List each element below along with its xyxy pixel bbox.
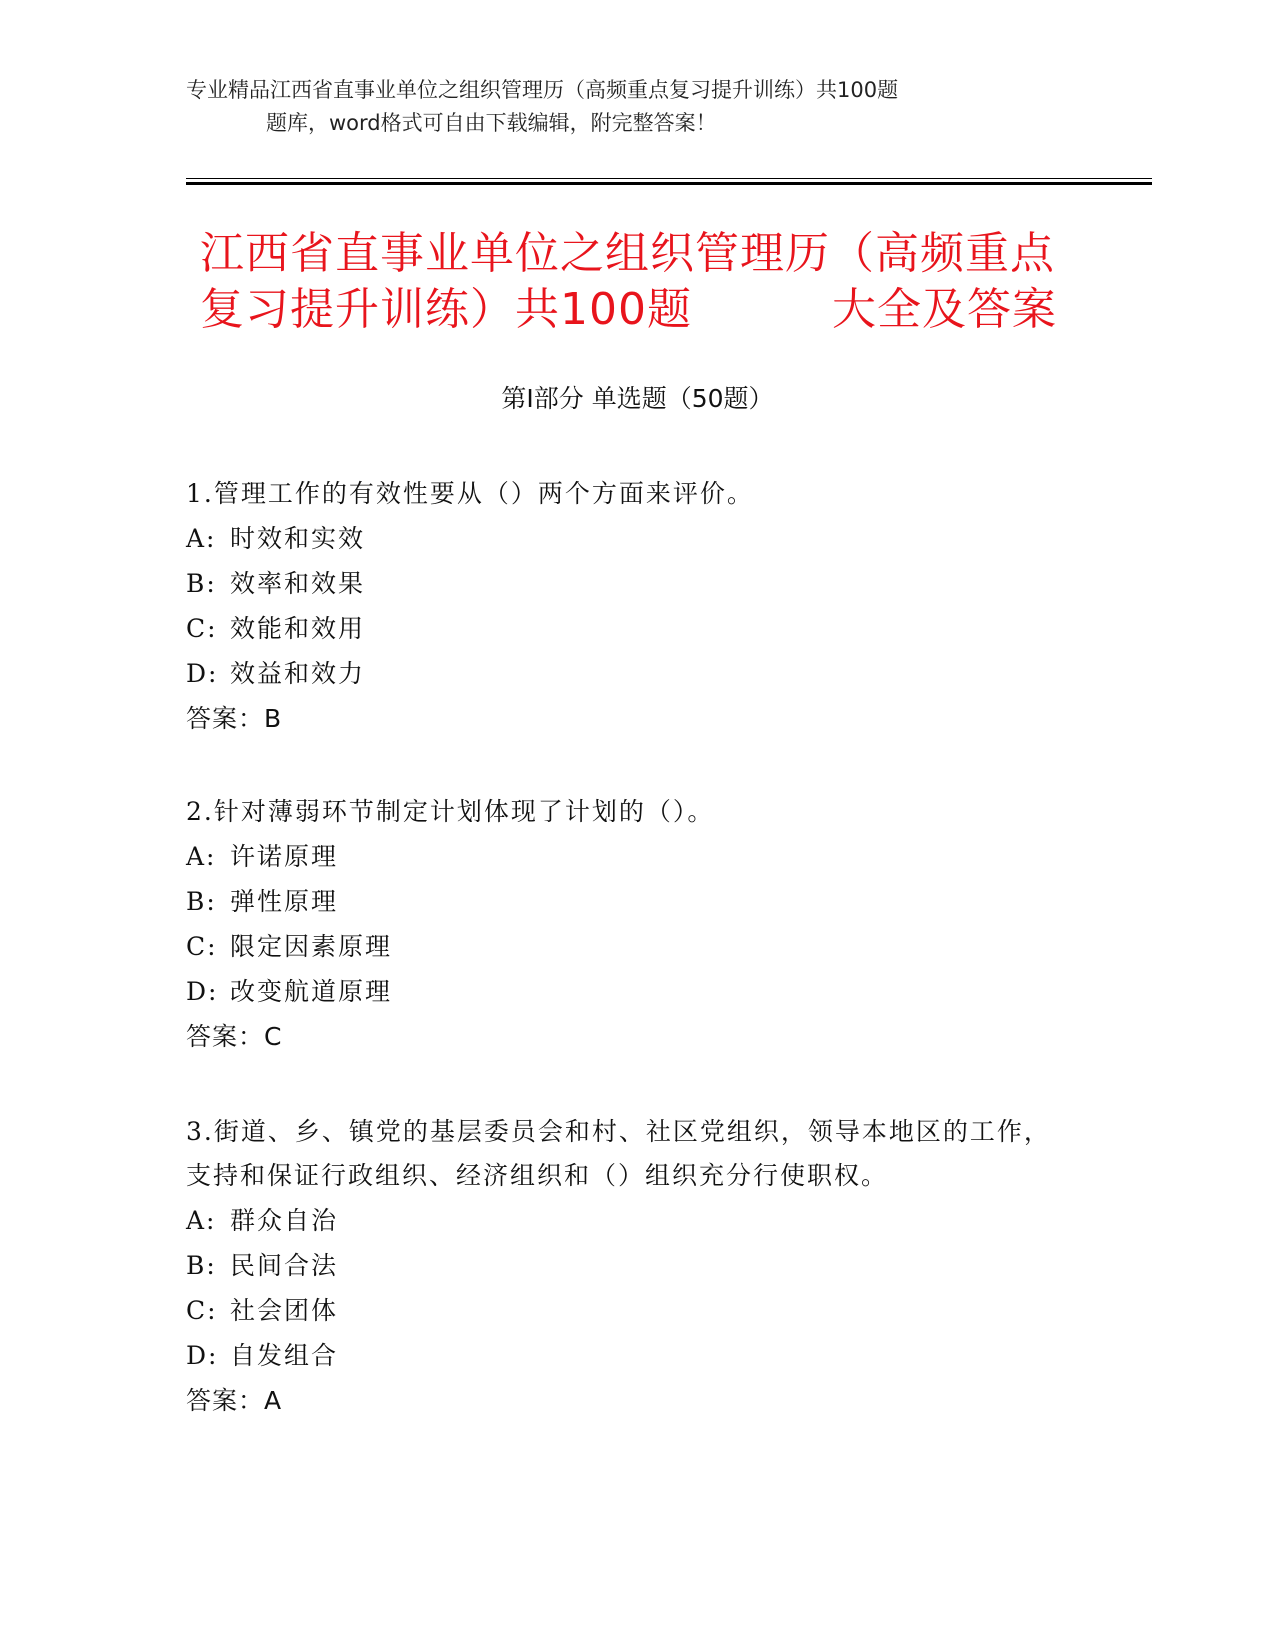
option-text: 效益和效力 (230, 659, 366, 688)
option-b (186, 561, 1066, 606)
question-stem: 1.管理工作的有效性要从（）两个方面来评价。 (186, 479, 754, 508)
answer: 答案：A (186, 1386, 283, 1415)
option-label: C: (186, 614, 218, 643)
option-a (186, 834, 1066, 879)
option-label: B: (186, 569, 217, 598)
option-text: 社会团体 (230, 1296, 339, 1325)
option-label: A: (186, 524, 217, 553)
option-text: 弹性原理 (230, 887, 339, 916)
answer: 答案：B (186, 704, 283, 733)
option-label: C: (186, 932, 218, 961)
question-2 (186, 790, 1066, 1059)
option-b (186, 879, 1066, 924)
header-note (186, 74, 1066, 140)
option-d (186, 651, 1066, 696)
document-title (200, 226, 1100, 338)
section-heading: 第Ⅰ部分 单选题（50题） (501, 384, 774, 413)
answer: 答案：C (186, 1022, 283, 1051)
option-c (186, 924, 1066, 969)
option-c (186, 1288, 1066, 1333)
option-b (186, 1243, 1066, 1288)
option-label: D: (186, 1341, 219, 1370)
header-note-line1: 专业精品江西省直事业单位之组织管理历（高频重点复习提升训练）共100题 (186, 78, 899, 102)
option-text: 效率和效果 (230, 569, 366, 598)
header-divider-thick (186, 182, 1152, 185)
header-divider-thin (186, 178, 1152, 179)
document-title-line2-right: 大全及答案 (831, 284, 1057, 335)
document-title-line1: 江西省直事业单位之组织管理历（高频重点 (200, 228, 1055, 279)
option-a (186, 516, 1066, 561)
option-text: 改变航道原理 (230, 977, 393, 1006)
option-c (186, 606, 1066, 651)
question-1 (186, 472, 1066, 741)
option-a (186, 1198, 1066, 1243)
option-d (186, 969, 1066, 1014)
option-text: 限定因素原理 (230, 932, 393, 961)
option-label: D: (186, 977, 219, 1006)
question-stem: 2.针对薄弱环节制定计划体现了计划的（）。 (186, 797, 715, 826)
header-note-line2: 题库，word格式可自由下载编辑，附完整答案！ (266, 111, 717, 135)
document-title-line2 (200, 282, 1100, 338)
option-label: A: (186, 1206, 217, 1235)
option-text: 群众自治 (230, 1206, 339, 1235)
option-text: 效能和效用 (230, 614, 366, 643)
option-label: C: (186, 1296, 218, 1325)
option-label: A: (186, 842, 217, 871)
option-label: D: (186, 659, 219, 688)
question-stem: 3.街道、乡、镇党的基层委员会和村、社区党组织，领导本地区的工作，支持和保证行政组织、经济组织和（）组织充分行使职权。 (186, 1117, 1051, 1190)
option-label: B: (186, 1251, 217, 1280)
option-label: B: (186, 887, 217, 916)
option-text: 民间合法 (230, 1251, 339, 1280)
document-title-line2-left: 复习提升训练）共100题 (200, 284, 692, 335)
option-d (186, 1333, 1066, 1378)
option-text: 许诺原理 (230, 842, 339, 871)
option-text: 时效和实效 (230, 524, 366, 553)
question-3 (186, 1110, 1066, 1423)
option-text: 自发组合 (230, 1341, 339, 1370)
